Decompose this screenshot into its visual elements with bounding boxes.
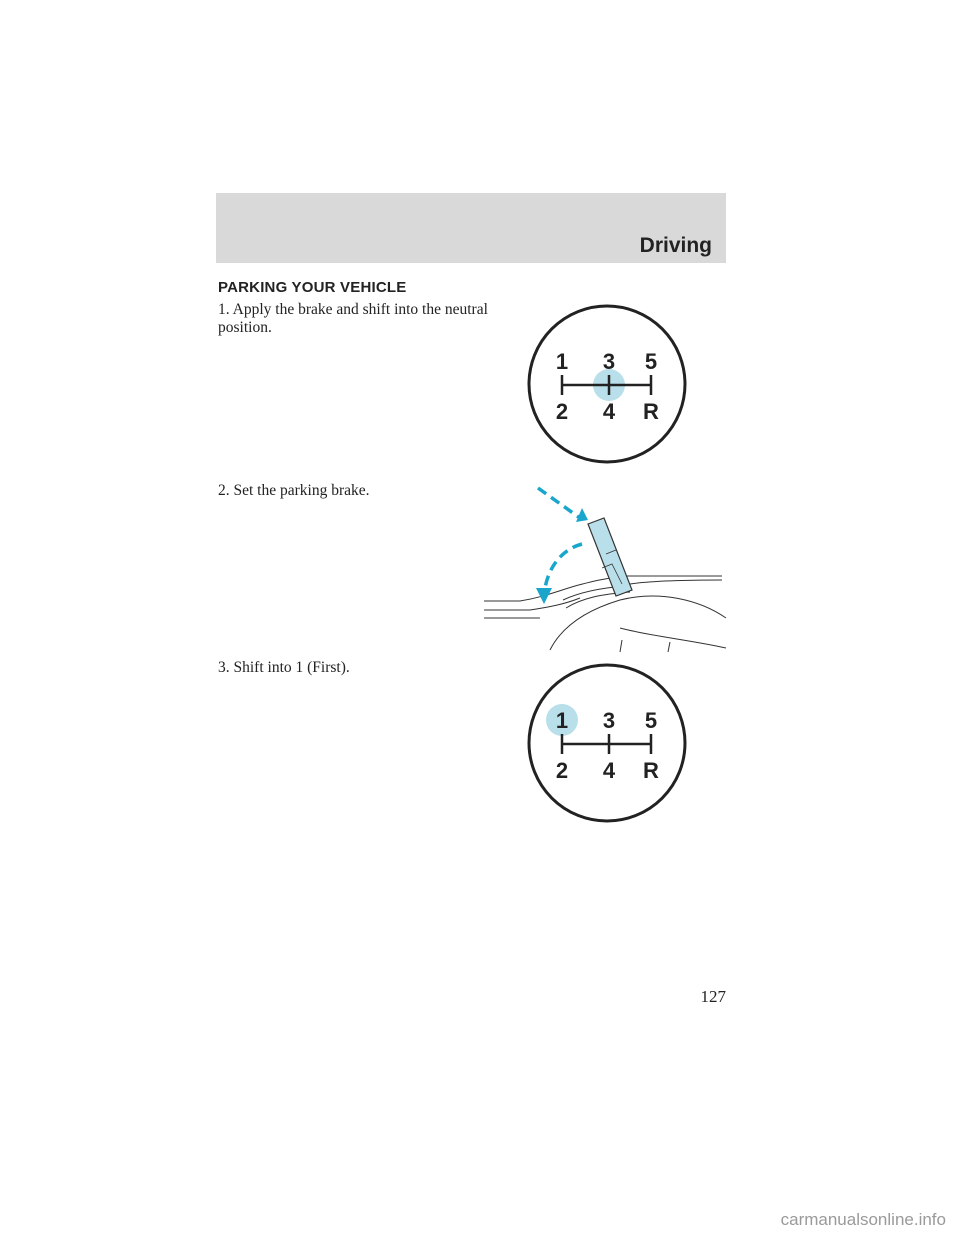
gear-label-3: 3 [602, 708, 616, 733]
gear-label-3: 3 [602, 349, 616, 374]
watermark-text[interactable]: carmanualsonline.info [780, 1210, 946, 1229]
brake-lever [588, 518, 632, 596]
shift-pattern-first-figure [525, 662, 690, 824]
push-arrow-shaft [538, 488, 580, 518]
console-outline [484, 576, 726, 652]
step-3-text: 3. Shift into 1 (First). [218, 659, 350, 676]
gear-label-5: 5 [644, 349, 658, 374]
gear-label-2: 2 [555, 758, 569, 783]
gear-label-r: R [643, 758, 659, 783]
section-header-title: Driving [639, 234, 712, 257]
gear-label-1: 1 [555, 349, 569, 374]
step-1-text: 1. Apply the brake and shift into the neutral position. [218, 301, 488, 336]
gear-label-2: 2 [555, 399, 569, 424]
step-2-text: 2. Set the parking brake. [218, 482, 370, 499]
page-number: 127 [700, 987, 726, 1006]
gear-label-5: 5 [644, 708, 658, 733]
shift-pattern-neutral-figure [525, 303, 690, 465]
gear-label-4: 4 [602, 399, 616, 424]
gear-label-4: 4 [602, 758, 616, 783]
gear-label-1: 1 [555, 708, 569, 733]
parking-brake-figure [480, 480, 728, 655]
gear-label-r: R [643, 399, 659, 424]
section-heading: PARKING YOUR VEHICLE [218, 279, 407, 296]
pull-arrow-head [536, 588, 552, 604]
section-header-band [216, 193, 726, 263]
